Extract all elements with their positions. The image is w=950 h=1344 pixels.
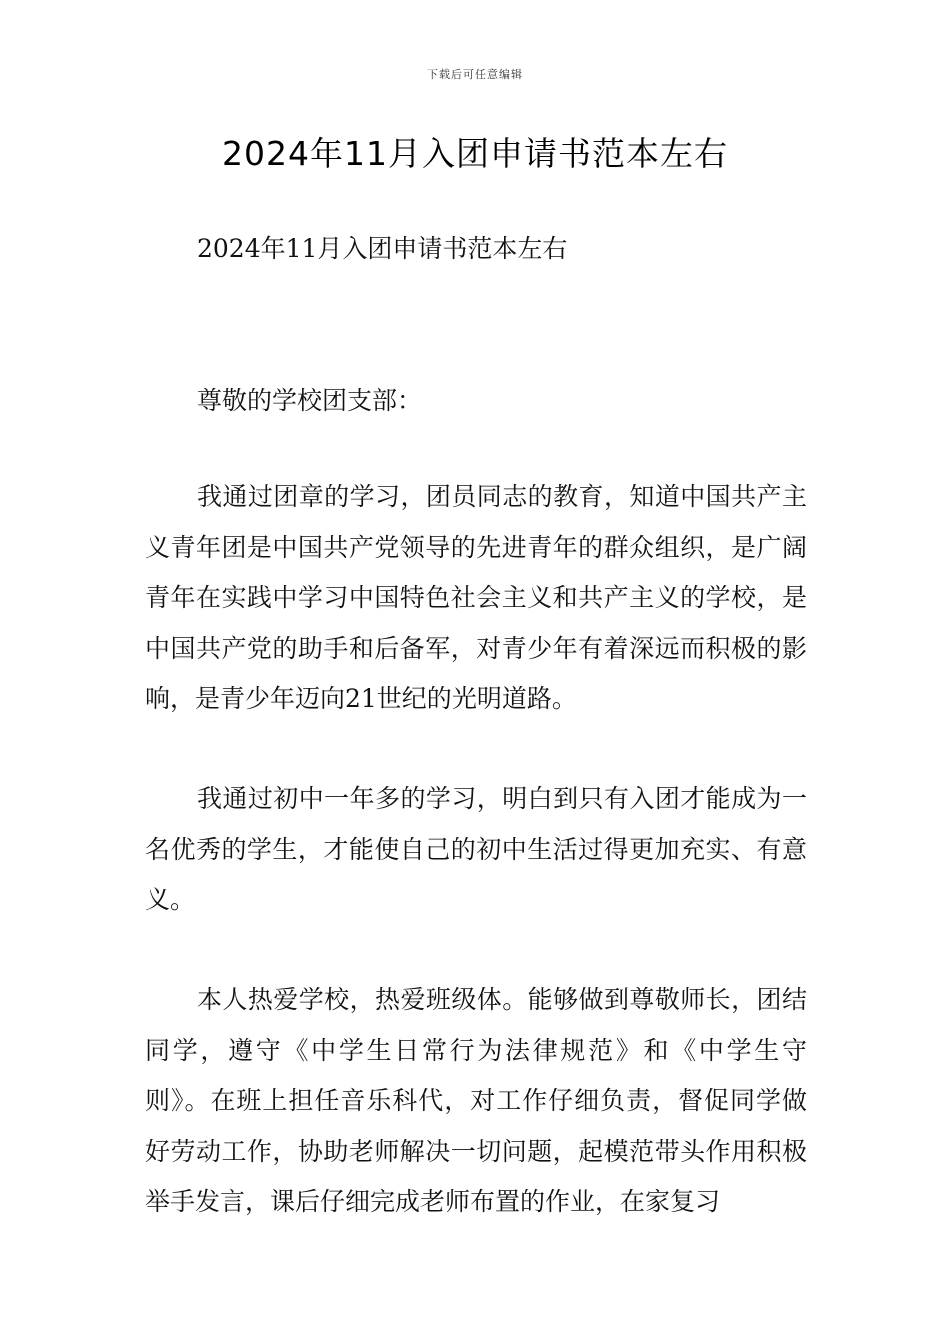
salutation: 尊敬的学校团支部： (197, 386, 423, 415)
document-title: 2024年11月入团申请书范本左右 (222, 134, 728, 173)
paragraph-2: 我通过初中一年多的学习，明白到只有入团才能成为一名优秀的学生，才能使自己的初中生活过得更加充实、有意义。 (145, 784, 807, 914)
document-subtitle: 2024年11月入团申请书范本左右 (197, 234, 568, 263)
paragraph-1: 我通过团章的学习，团员同志的教育，知道中国共产主义青年团是中国共产党领导的先进青年的群众组织，是广阔青年在实践中学习中国特色社会主义和共产主义的学校，是中国共产党的助手和后备军，对青少年有着深远而积极的影响，是青少年迈向21世纪的光明道路。 (145, 482, 807, 713)
header-note: 下载后可任意编辑 (427, 68, 523, 81)
paragraph-3: 本人热爱学校，热爱班级体。能够做到尊敬师长，团结同学，遵守《中学生日常行为法律规范》和《中学生守则》。在班上担任音乐科代，对工作仔细负责，督促同学做好劳动工作，协助老师解决一切问题，起模范带头作用积极举手发言，课后仔细完成老师布置的作业，在家复习 (145, 985, 807, 1216)
